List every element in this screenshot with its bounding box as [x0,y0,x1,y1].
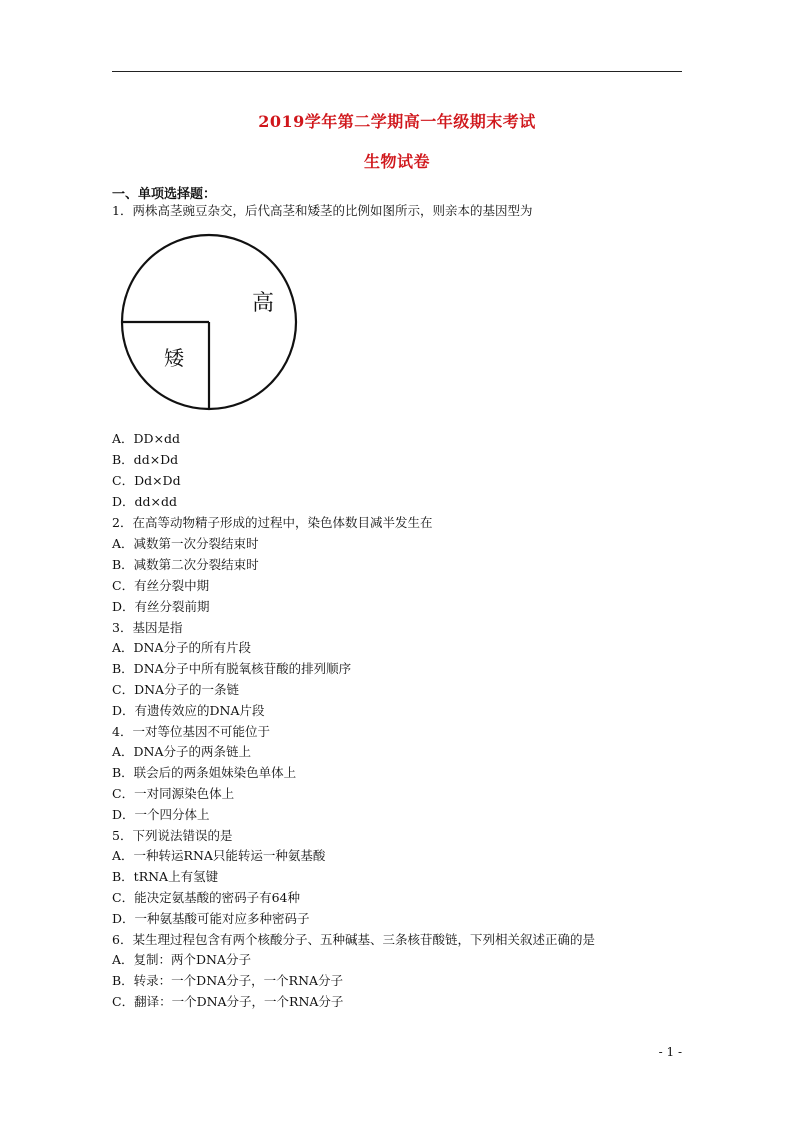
section-heading: 一、单项选择题： [112,187,217,202]
question-2-stem: 2．在高等动物精子形成的过程中，染色体数目减半发生在 [112,515,433,530]
question-1-option-d: D．dd×dd [112,494,178,509]
question-4-option-d: D．一个四分体上 [112,807,210,822]
question-2-option-a: A．减数第一次分裂结束时 [112,536,259,551]
question-4-option-b: B．联会后的两条姐妹染色单体上 [112,765,297,780]
question-4-option-c: C．一对同源染色体上 [112,786,235,801]
exam-subtitle: 生物试卷 [363,152,430,171]
short-slice-label: 矮 [164,346,184,370]
question-1-option-c: C．Dd×Dd [112,473,181,488]
question-1-option-a: A．DD×dd [112,431,181,446]
question-6-option-c: C．翻译：一个DNA分子，一个RNA分子 [112,994,344,1009]
question-5-stem: 5．下列说法错误的是 [112,828,233,843]
question-2-option-b: B．减数第二次分裂结束时 [112,557,259,572]
question-1-stem: 1．两株高茎豌豆杂交，后代高茎和矮茎的比例如图所示，则亲本的基因型为 [112,203,533,218]
page-number: - 1 - [658,1045,682,1059]
question-5-option-c: C．能决定氨基酸的密码子有64种 [112,890,300,905]
question-3-option-b: B．DNA分子中所有脱氧核苷酸的排列顺序 [112,661,352,676]
ratio-pie-figure [118,230,300,414]
tall-slice-label: 高 [252,291,275,316]
header-rule [112,71,682,72]
question-3-option-c: C．DNA分子的一条链 [112,682,240,697]
question-3-option-d: D．有遗传效应的DNA片段 [112,703,265,718]
question-5-option-d: D．一种氨基酸可能对应多种密码子 [112,911,310,926]
question-1-option-b: B．dd×Dd [112,452,179,467]
question-2-option-d: D．有丝分裂前期 [112,599,210,614]
exam-title: 2019学年第二学期高一年级期末考试 [258,112,536,131]
question-5-option-b: B．tRNA上有氢键 [112,869,219,884]
question-5-option-a: A．一种转运RNA只能转运一种氨基酸 [112,848,326,863]
question-6-stem: 6．某生理过程包含有两个核酸分子、五种碱基、三条核苷酸链，下列相关叙述正确的是 [112,932,595,947]
question-4-option-a: A．DNA分子的两条链上 [112,744,252,759]
question-6-option-b: B．转录：一个DNA分子，一个RNA分子 [112,973,344,988]
question-4-stem: 4．一对等位基因不可能位于 [112,724,270,739]
question-6-option-a: A．复制：两个DNA分子 [112,952,252,967]
question-3-option-a: A．DNA分子的所有片段 [112,640,252,655]
question-3-stem: 3．基因是指 [112,620,183,635]
question-2-option-c: C．有丝分裂中期 [112,578,210,593]
